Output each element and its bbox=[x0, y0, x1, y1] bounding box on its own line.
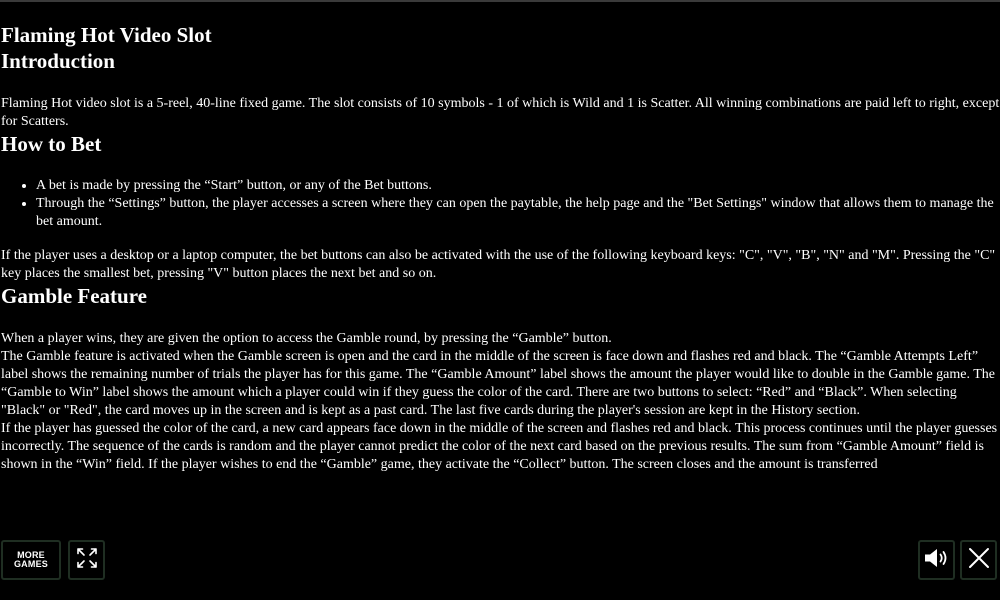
help-content[interactable] bbox=[0, 2, 1000, 512]
heading-introduction: Introduction bbox=[1, 49, 115, 73]
gamble-paragraph: If the player has guessed the color of the card, a new card appears face down in the middle of the screen and flashes red and black. This process continues until the player guesses incorrectly. The sequence of the cards is random and the player cannot predict the color of the next card based on the previous results. The sum from “Gamble Amount” field is shown in the “Win” field. If the player wishes to end the “Gamble” game, they activate the “Collect” button. The screen closes and the amount is transferred bbox=[1, 421, 998, 472]
list-item: • A bet is made by pressing the “Start” button, or any of the Bet buttons. bbox=[36, 177, 1000, 195]
gamble-paragraph: The Gamble feature is activated when the Gamble screen is open and the card in the middle of the screen is face down and flashes red and black. The “Gamble Attempts Left” label shows the remaining number of trials the player has for this game. The “Gamble Amount” label shows the amount the player would like to double in the Gamble game. The “Gamble to Win” label shows the amount which a player could win if they guess the color of the card. There are two buttons to select: “Red” and “Black”. When selecting "Black" or "Red", the card moves up in the screen and is kept as a past card. The last five cards during the player's session are kept in the History section. bbox=[1, 349, 996, 418]
gamble-paragraph: When a player wins, they are given the option to access the Gamble round, by pressing the “Gamble” button. bbox=[1, 331, 612, 346]
keyboard-keys-text: If the player uses a desktop or a laptop computer, the bet buttons can also be activated with the use of the following keyboard keys: "C", "V", "B", "N" and "M". Pressing the "C" key places the smallest bet, pressing "V" button places the next bet and so on. bbox=[1, 248, 996, 281]
gamble-feature-text bbox=[1, 330, 1000, 474]
more-games-button[interactable] bbox=[1, 540, 61, 580]
expand-arrows-icon bbox=[75, 546, 99, 575]
more-games-label: MORE GAMES bbox=[13, 550, 48, 569]
list-item: • Through the “Settings” button, the player accesses a screen where they can open the paytable, the help page and the "Bet Settings" window that allows them to manage the bet amount. bbox=[36, 195, 1000, 231]
close-button[interactable] bbox=[960, 540, 997, 580]
how-to-bet-list bbox=[1, 177, 1000, 231]
heading-how-to-bet: How to Bet bbox=[1, 132, 102, 156]
sound-toggle-button[interactable] bbox=[918, 540, 955, 580]
heading-gamble-feature: Gamble Feature bbox=[1, 284, 147, 308]
introduction-text: Flaming Hot video slot is a 5-reel, 40-line fixed game. The slot consists of 10 symbols - 1 of which is Wild and 1 is Scatter. All winning combinations are paid left to right, except for Scatters. bbox=[1, 96, 1000, 129]
fullscreen-button[interactable] bbox=[68, 540, 105, 580]
page-title: Flaming Hot Video Slot bbox=[1, 23, 212, 47]
close-x-icon bbox=[967, 546, 991, 575]
speaker-icon bbox=[923, 546, 951, 575]
